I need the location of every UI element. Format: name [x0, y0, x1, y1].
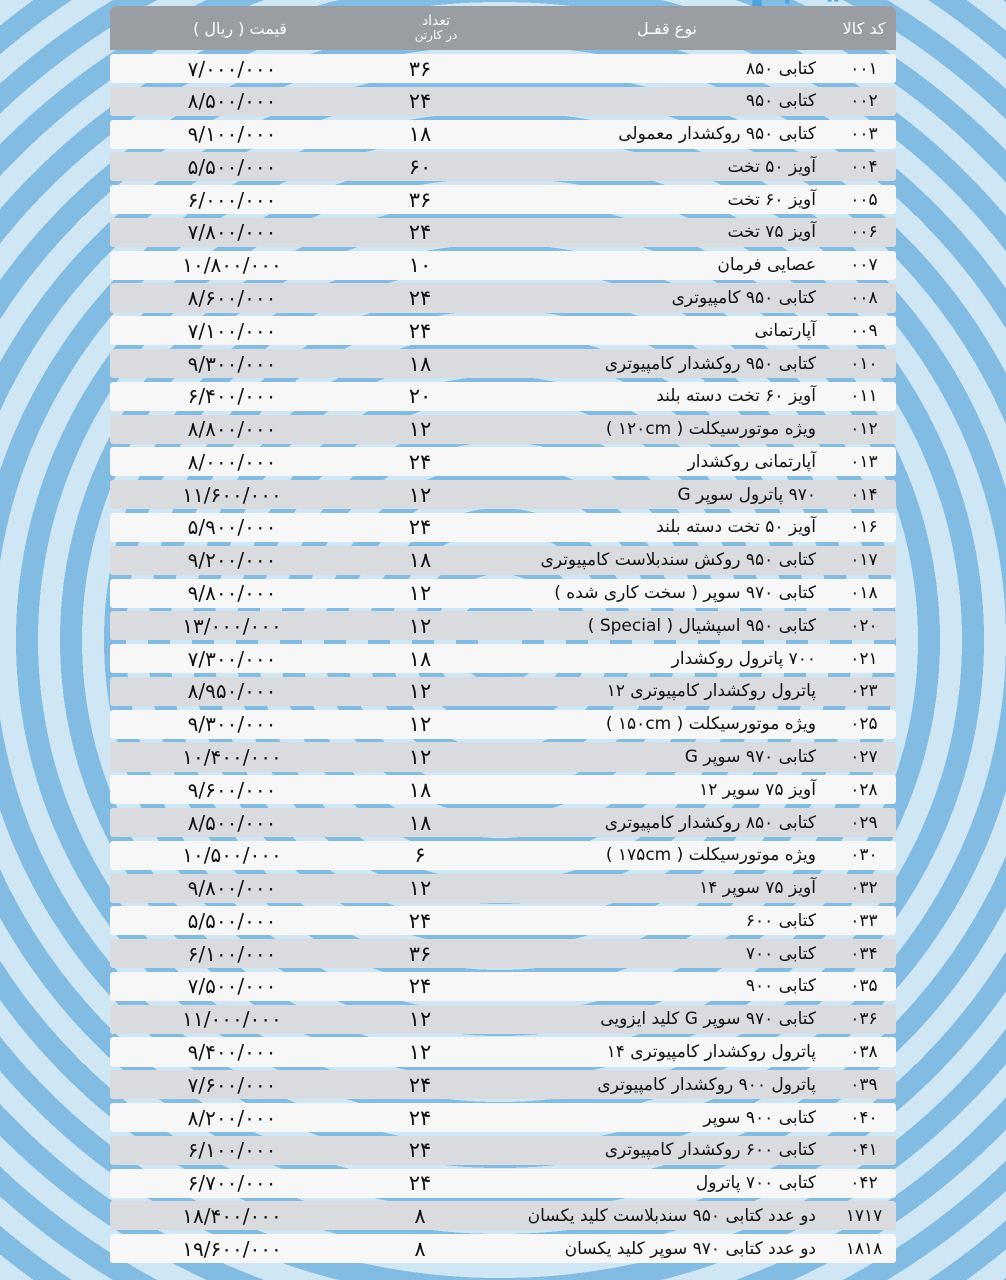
table-row	[110, 677, 896, 706]
table-row	[110, 120, 896, 149]
cell-price: ۸/۰۰۰/۰۰۰	[187, 449, 277, 474]
table-row	[110, 185, 896, 214]
table-row	[110, 480, 896, 509]
table-row	[110, 841, 896, 870]
cell-qty: ۲۴	[408, 449, 432, 474]
cell-code: ۰۳۵	[850, 976, 878, 997]
cell-price: ۱۳/۰۰۰/۰۰۰	[182, 613, 282, 638]
cell-name: ویژه موتورسیکلت ( ۱۷۵cm )	[605, 845, 816, 866]
cell-name: کتابی ۹۵۰ روکشدار کامپیوتری	[604, 353, 816, 374]
cell-price: ۱۰/۵۰۰/۰۰۰	[182, 843, 282, 868]
cell-price: ۷/۳۰۰/۰۰۰	[187, 646, 277, 671]
cell-price: ۱۰/۸۰۰/۰۰۰	[182, 253, 282, 278]
table-row	[110, 972, 896, 1001]
table-row	[110, 579, 896, 608]
cell-name: ویژه موتورسیکلت ( ۱۲۰cm )	[605, 419, 816, 440]
cell-qty: ۲۴	[408, 1138, 432, 1163]
table-row	[110, 316, 896, 345]
table-row	[110, 611, 896, 640]
cell-code: ۰۰۹	[850, 320, 878, 341]
table-row	[110, 218, 896, 247]
table-row	[110, 808, 896, 837]
cell-name: آویز ۶۰ تخت	[727, 189, 816, 210]
cell-code: ۰۰۴	[850, 156, 878, 177]
cell-qty: ۲۴	[408, 974, 432, 999]
table-row	[110, 283, 896, 312]
cell-code: ۰۳۶	[850, 1009, 878, 1030]
cell-price: ۷/۰۰۰/۰۰۰	[187, 56, 277, 81]
cell-name: کتابی ۹۷۰ سوپر ( سخت کاری شده )	[554, 583, 816, 604]
cell-code: ۰۱۱	[850, 386, 878, 407]
cell-code: ۰۱۴	[850, 484, 878, 505]
cell-price: ۱۱/۶۰۰/۰۰۰	[182, 482, 282, 507]
table-row	[110, 874, 896, 903]
cell-price: ۶/۷۰۰/۰۰۰	[187, 1171, 277, 1196]
cell-price: ۵/۵۰۰/۰۰۰	[187, 154, 277, 179]
cell-name: دو عدد کتابی ۹۷۰ سوپر کلید یکسان	[564, 1238, 816, 1259]
cell-price: ۶/۰۰۰/۰۰۰	[187, 187, 277, 212]
cell-qty: ۲۴	[408, 286, 432, 311]
table-row	[110, 546, 896, 575]
table-row	[110, 775, 896, 804]
cell-name: عصایی فرمان	[717, 255, 816, 276]
cell-code: ۰۴۰	[850, 1107, 878, 1128]
cell-price: ۶/۱۰۰/۰۰۰	[187, 1138, 277, 1163]
cell-qty: ۳۶	[408, 56, 432, 81]
cell-code: ۰۳۰	[850, 845, 878, 866]
header-qty	[370, 14, 502, 42]
table-row	[110, 1005, 896, 1034]
cell-price: ۱۱/۰۰۰/۰۰۰	[182, 1007, 282, 1032]
cell-qty: ۱۸	[408, 122, 432, 147]
cell-name: آویز ۷۵ تخت	[727, 222, 816, 243]
cell-price: ۹/۴۰۰/۰۰۰	[187, 1039, 277, 1064]
cell-name: ویژه موتورسیکلت ( ۱۵۰cm )	[605, 714, 816, 735]
table-row	[110, 1136, 896, 1165]
cell-code: ۰۱۸	[850, 583, 878, 604]
cell-code: ۰۳۴	[850, 943, 878, 964]
cell-price: ۷/۶۰۰/۰۰۰	[187, 1072, 277, 1097]
table-row	[110, 644, 896, 673]
cell-name: پاترول روکشدار کامپیوتری ۱۲	[606, 681, 816, 702]
cell-code: ۰۰۳	[850, 124, 878, 145]
cell-name: کتابی ۹۰۰	[745, 976, 816, 997]
cell-price: ۷/۸۰۰/۰۰۰	[187, 220, 277, 245]
cell-name: کتابی ۷۰۰ پاترول	[695, 1173, 816, 1194]
table-row	[110, 382, 896, 411]
cell-code: ۰۲۹	[850, 812, 878, 833]
table-row	[110, 447, 896, 476]
table-header	[110, 6, 896, 50]
cell-qty: ۸	[414, 1236, 426, 1261]
cell-price: ۸/۲۰۰/۰۰۰	[187, 1105, 277, 1130]
header-qty-label: تعداد	[421, 13, 451, 29]
table-row	[110, 349, 896, 378]
cell-qty: ۱۲	[408, 679, 432, 704]
cell-name: کتابی ۶۰۰	[745, 910, 816, 931]
cell-qty: ۱۸	[408, 351, 432, 376]
cell-name: ۹۷۰ پاترول سوپر G	[677, 484, 816, 505]
header-qty-sub: در کارتن	[414, 28, 458, 42]
cell-code: ۰۰۷	[850, 255, 878, 276]
cell-price: ۸/۸۰۰/۰۰۰	[187, 417, 277, 442]
cell-qty: ۱۲	[408, 1039, 432, 1064]
table-row	[110, 251, 896, 280]
cell-name: آپارتمانی روکشدار	[687, 451, 816, 472]
cell-code: ۰۲۵	[850, 714, 878, 735]
cell-qty: ۲۴	[408, 89, 432, 114]
cell-code: ۰۴۱	[850, 1140, 878, 1161]
cell-price: ۱۸/۴۰۰/۰۰۰	[182, 1203, 282, 1228]
table-row	[110, 1037, 896, 1066]
table-row	[110, 1070, 896, 1099]
table-row	[110, 1201, 896, 1230]
table-row	[110, 1103, 896, 1132]
table-row	[110, 742, 896, 771]
cell-qty: ۶۰	[408, 154, 432, 179]
table-body	[110, 54, 896, 1263]
cell-qty: ۱۲	[408, 876, 432, 901]
cell-name: آویز ۵۰ تخت دسته بلند	[656, 517, 816, 538]
cell-code: ۰۲۷	[850, 746, 878, 767]
cell-code: ۰۱۲	[850, 419, 878, 440]
table-row	[110, 710, 896, 739]
cell-price: ۹/۱۰۰/۰۰۰	[187, 122, 277, 147]
cell-price: ۸/۶۰۰/۰۰۰	[187, 286, 277, 311]
cell-qty: ۲۴	[408, 1171, 432, 1196]
cell-qty: ۱۲	[408, 1007, 432, 1032]
cell-name: کتابی ۹۰۰ سوپر	[703, 1107, 816, 1128]
cell-price: ۹/۳۰۰/۰۰۰	[187, 351, 277, 376]
cell-code: ۰۱۰	[850, 353, 878, 374]
cell-name: کتابی ۸۵۰	[745, 58, 816, 79]
cell-price: ۶/۱۰۰/۰۰۰	[187, 941, 277, 966]
cell-name: کتابی ۸۵۰ روکشدار کامپیوتری	[604, 812, 816, 833]
cell-code: ۰۳۹	[850, 1074, 878, 1095]
cell-code: ۰۲۰	[850, 615, 878, 636]
header-code: کد کالا	[842, 18, 886, 38]
cell-price: ۱۰/۴۰۰/۰۰۰	[182, 744, 282, 769]
cell-name: پاترول ۹۰۰ روکشدار کامپیوتری	[597, 1074, 816, 1095]
price-table	[110, 6, 896, 1267]
cell-name: کتابی ۹۵۰ روکش سندبلاست کامپیوتری	[540, 550, 816, 571]
cell-name: آویز ۵۰ تخت	[727, 156, 816, 177]
cell-qty: ۳۶	[408, 187, 432, 212]
cell-qty: ۱۲	[408, 613, 432, 638]
cell-name: آویز ۷۵ سوپر ۱۴	[699, 878, 816, 899]
header-price: قیمت ( ریال )	[193, 18, 287, 38]
cell-name: ۷۰۰ پاترول روکشدار	[671, 648, 816, 669]
cell-price: ۵/۵۰۰/۰۰۰	[187, 908, 277, 933]
cell-price: ۶/۴۰۰/۰۰۰	[187, 384, 277, 409]
cell-qty: ۲۴	[408, 220, 432, 245]
table-row	[110, 939, 896, 968]
cell-code: ۰۰۲	[850, 91, 878, 112]
cell-price: ۸/۵۰۰/۰۰۰	[187, 89, 277, 114]
cell-qty: ۲۰	[408, 384, 432, 409]
cell-qty: ۲۴	[408, 1072, 432, 1097]
header-name: نوع قفـل	[637, 18, 697, 38]
cell-name: کتابی ۷۰۰	[745, 943, 816, 964]
cell-price: ۹/۶۰۰/۰۰۰	[187, 777, 277, 802]
cell-qty: ۱۸	[408, 548, 432, 573]
cell-code: ۰۳۲	[850, 878, 878, 899]
cell-code: ۱۸۱۸	[845, 1238, 883, 1259]
cell-price: ۹/۸۰۰/۰۰۰	[187, 581, 277, 606]
cell-qty: ۲۴	[408, 515, 432, 540]
cell-name: آویز ۷۵ سوپر ۱۲	[699, 779, 816, 800]
cell-code: ۰۳۳	[850, 910, 878, 931]
table-row	[110, 1169, 896, 1198]
cell-price: ۹/۳۰۰/۰۰۰	[187, 712, 277, 737]
cell-qty: ۱۲	[408, 581, 432, 606]
cell-code: ۰۱۶	[850, 517, 878, 538]
cell-name: کتابی ۹۷۰ سوپر G	[684, 746, 816, 767]
cell-qty: ۲۴	[408, 908, 432, 933]
table-row	[110, 513, 896, 542]
cell-code: ۰۰۶	[850, 222, 878, 243]
cell-name: کتابی ۹۵۰ روکشدار معمولی	[618, 124, 816, 145]
cell-price: ۱۹/۶۰۰/۰۰۰	[182, 1236, 282, 1261]
cell-qty: ۱۰	[408, 253, 432, 278]
cell-qty: ۱۲	[408, 744, 432, 769]
cell-name: کتابی ۹۵۰ کامپیوتری	[671, 288, 816, 309]
cell-name: دو عدد کتابی ۹۵۰ سندبلاست کلید یکسان	[527, 1205, 816, 1226]
cell-price: ۸/۵۰۰/۰۰۰	[187, 810, 277, 835]
cell-qty: ۱۸	[408, 810, 432, 835]
cell-qty: ۱۲	[408, 712, 432, 737]
cell-name: کتابی ۹۷۰ سوپر G کلید ایزویی	[600, 1009, 816, 1030]
cell-code: ۰۰۱	[850, 58, 878, 79]
cell-code: ۰۱۷	[850, 550, 878, 571]
cell-price: ۵/۹۰۰/۰۰۰	[187, 515, 277, 540]
cell-code: ۰۰۸	[850, 288, 878, 309]
cell-name: کتابی ۶۰۰ روکشدار کامپیوتری	[604, 1140, 816, 1161]
cell-code: ۰۲۸	[850, 779, 878, 800]
cell-name: آویز ۶۰ تخت دسته بلند	[656, 386, 816, 407]
table-row	[110, 906, 896, 935]
cell-qty: ۲۴	[408, 318, 432, 343]
cell-price: ۹/۸۰۰/۰۰۰	[187, 876, 277, 901]
cell-code: ۰۱۳	[850, 451, 878, 472]
cell-qty: ۸	[414, 1203, 426, 1228]
cell-qty: ۱۸	[408, 777, 432, 802]
table-row	[110, 152, 896, 181]
cell-qty: ۳۶	[408, 941, 432, 966]
cell-code: ۰۳۸	[850, 1041, 878, 1062]
cell-name: آپارتمانی	[754, 320, 816, 341]
cell-code: ۱۷۱۷	[845, 1205, 883, 1226]
table-row	[110, 415, 896, 444]
cell-name: کتابی ۹۵۰ اسپشیال ( Special )	[587, 615, 816, 636]
cell-price: ۷/۱۰۰/۰۰۰	[187, 318, 277, 343]
cell-code: ۰۴۲	[850, 1173, 878, 1194]
cell-price: ۷/۵۰۰/۰۰۰	[187, 974, 277, 999]
table-row	[110, 87, 896, 116]
cell-qty: ۱۲	[408, 482, 432, 507]
cell-code: ۰۲۳	[850, 681, 878, 702]
cell-name: کتابی ۹۵۰	[745, 91, 816, 112]
cell-qty: ۲۴	[408, 1105, 432, 1130]
cell-code: ۰۰۵	[850, 189, 878, 210]
cell-price: ۹/۲۰۰/۰۰۰	[187, 548, 277, 573]
cell-qty: ۱۸	[408, 646, 432, 671]
cell-name: پاترول روکشدار کامپیوتری ۱۴	[606, 1041, 816, 1062]
table-row	[110, 54, 896, 83]
cell-qty: ۶	[414, 843, 426, 868]
cell-qty: ۱۲	[408, 417, 432, 442]
table-row	[110, 1234, 896, 1263]
cell-price: ۸/۹۵۰/۰۰۰	[187, 679, 277, 704]
cell-code: ۰۲۱	[850, 648, 878, 669]
